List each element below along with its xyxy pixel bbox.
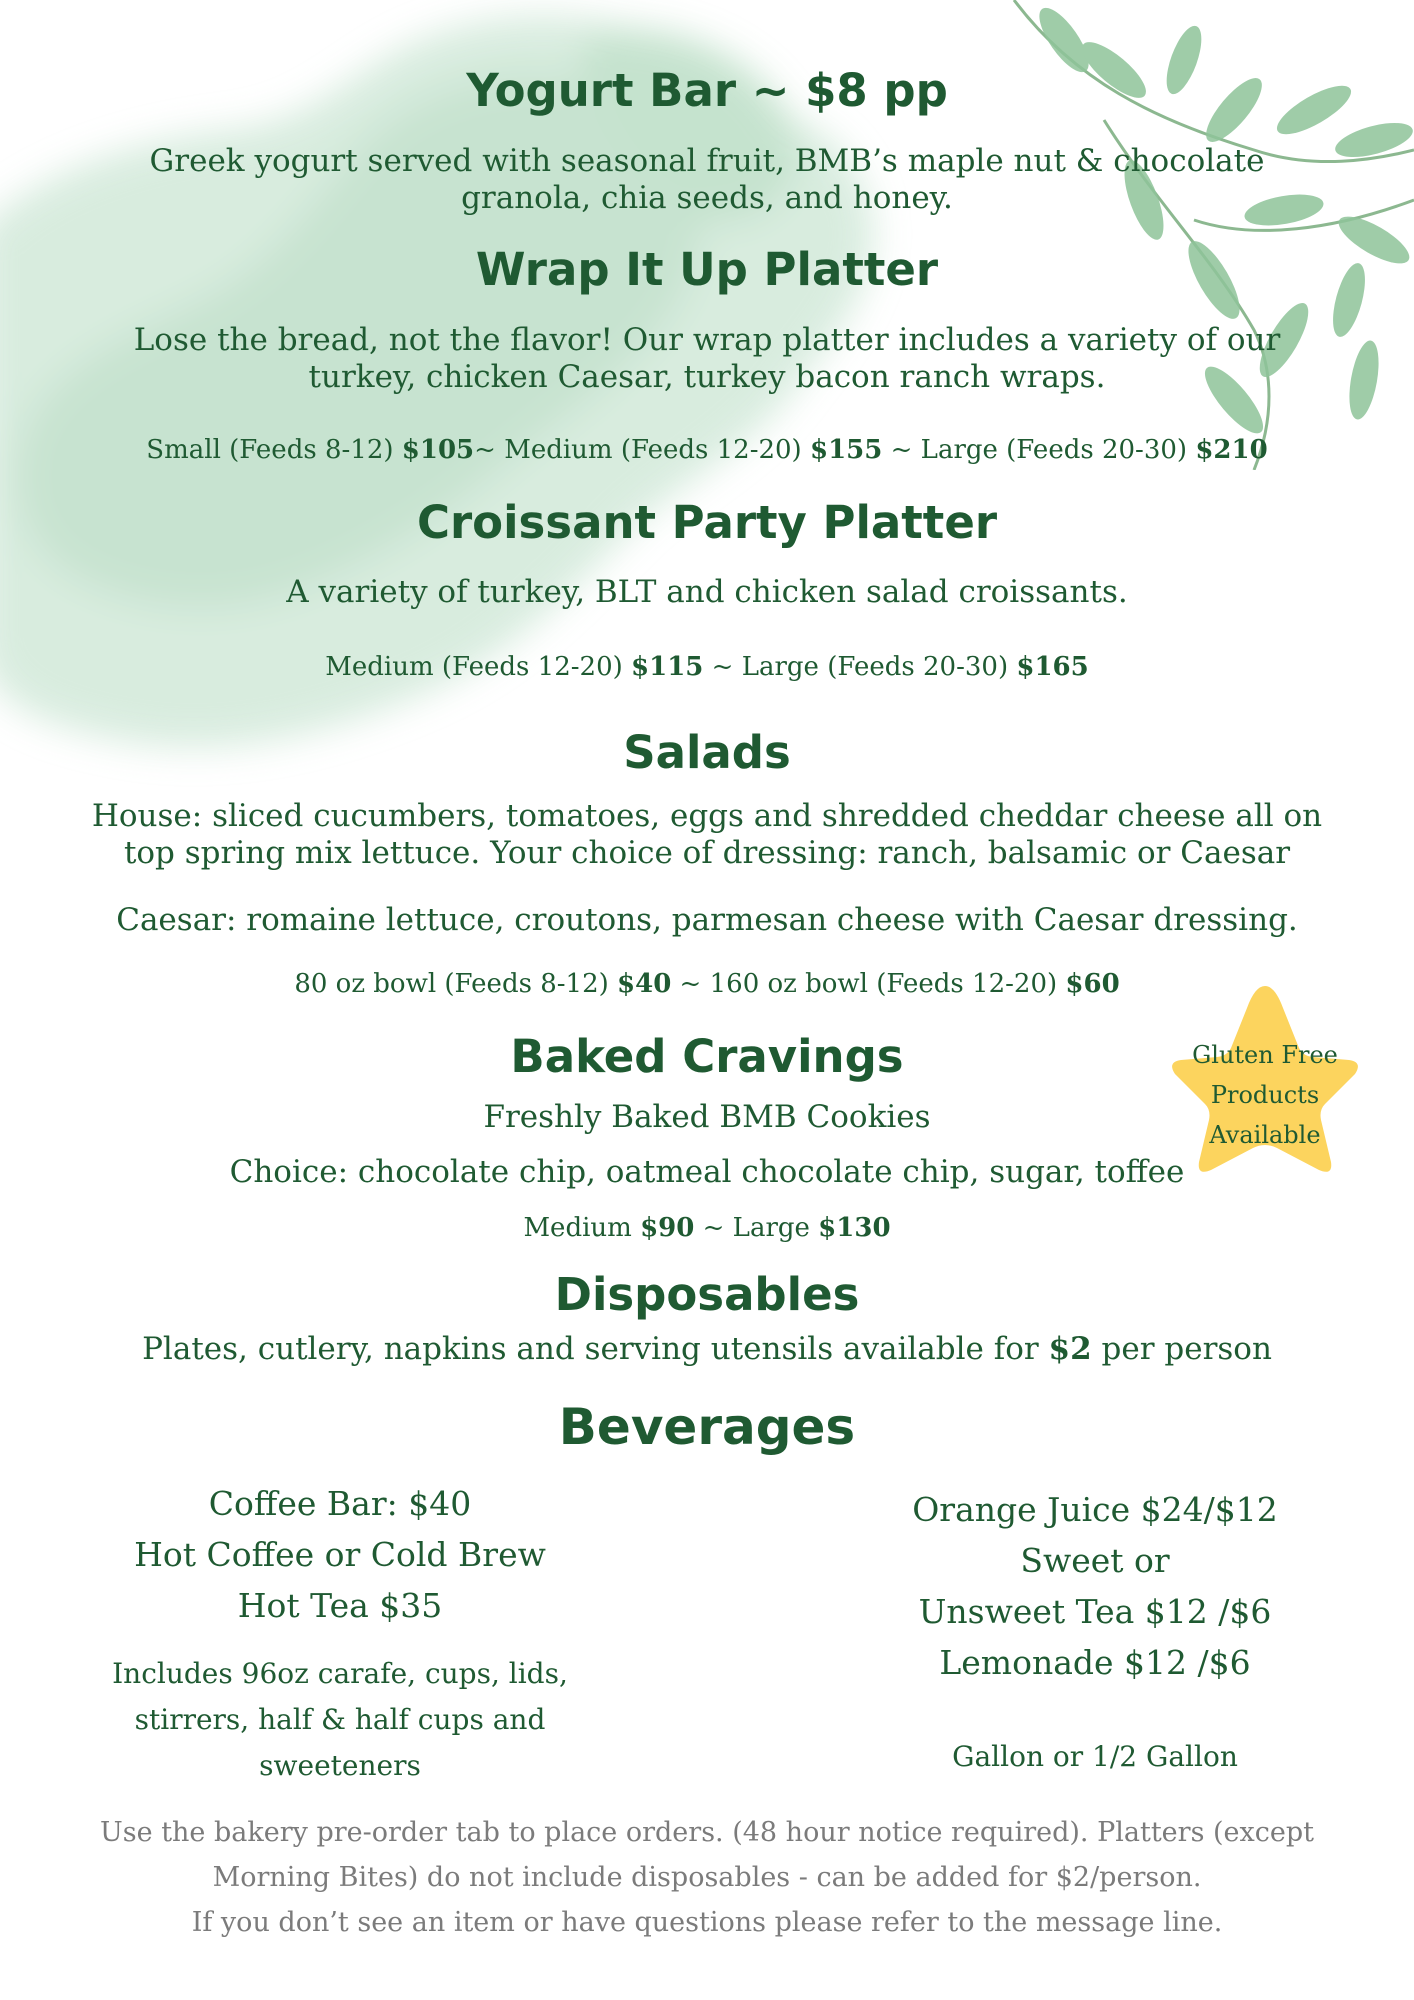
baked-prices xyxy=(0,1212,1414,1244)
salads-house-line2: top spring mix lettuce. Your choice of dressing: ranch, balsamic or Caesar xyxy=(123,835,1291,871)
unsweet-tea: Unsweet Tea $12 /$6 xyxy=(918,1592,1272,1631)
croissant-medium-price: $115 xyxy=(631,652,704,682)
wrap-desc-line1: Lose the bread, not the flavor! Our wrap platter includes a variety of our xyxy=(133,322,1281,358)
coffee-bar: Coffee Bar: $40 xyxy=(208,1484,472,1523)
gallon-note: Gallon or 1/2 Gallon xyxy=(952,1740,1238,1773)
salads-bowl80-price: $40 xyxy=(617,969,672,999)
wrap-small-price: $105 xyxy=(401,435,475,465)
beverages-left-column xyxy=(80,1478,600,1789)
disposables-title: Disposables xyxy=(554,1268,860,1321)
beverages-right-column xyxy=(830,1484,1360,1780)
salads-bowl80-label: 80 oz bowl (Feeds 8-12) xyxy=(294,969,618,999)
footer-line2: Morning Bites) do not include disposables - can be added for $2/person. xyxy=(212,1862,1202,1893)
disposables-desc xyxy=(0,1331,1414,1368)
salads-bowl160-price: $60 xyxy=(1065,969,1120,999)
orange-juice: Orange Juice $24/$12 xyxy=(912,1490,1278,1529)
yogurt-desc-line2: granola, chia seeds, and honey. xyxy=(461,180,953,216)
salads-caesar: Caesar: romaine lettuce, croutons, parmesan cheese with Caesar dressing. xyxy=(116,902,1298,938)
sweet-tea: Sweet or xyxy=(1020,1541,1170,1580)
baked-medium-label: Medium xyxy=(523,1213,641,1243)
beverages-title: Beverages xyxy=(558,1398,856,1456)
croissant-desc: A variety of turkey, BLT and chicken salad croissants. xyxy=(286,574,1128,610)
coffee-note-line3: sweeteners xyxy=(259,1749,421,1782)
wrap-prices xyxy=(0,434,1414,466)
croissant-large-label: ~ Large (Feeds 20-30) xyxy=(703,652,1017,682)
hot-coffee: Hot Coffee or Cold Brew xyxy=(134,1535,546,1574)
baked-title: Baked Cravings xyxy=(510,1030,904,1083)
coffee-note-line2: stirrers, half & half cups and xyxy=(134,1703,546,1736)
salads-bowl160-label: ~ 160 oz bowl (Feeds 12-20) xyxy=(671,969,1066,999)
hot-tea: Hot Tea $35 xyxy=(237,1586,443,1625)
footer-note xyxy=(40,1810,1374,1945)
yogurt-title: Yogurt Bar ~ $8 pp xyxy=(466,64,948,117)
badge-line2: Products xyxy=(1210,1081,1320,1109)
wrap-large-label: ~ Large (Feeds 20-30) xyxy=(882,435,1196,465)
salads-house-line1: House: sliced cucumbers, tomatoes, eggs and shredded cheddar cheese all on xyxy=(91,798,1323,834)
footer-line3: If you don’t see an item or have questions please refer to the message line. xyxy=(191,1907,1223,1938)
wrap-small-label: Small (Feeds 8-12) xyxy=(146,435,402,465)
baked-line2: Choice: chocolate chip, oatmeal chocolate chip, sugar, toffee xyxy=(229,1154,1185,1190)
badge-line1: Gluten Free xyxy=(1192,1041,1338,1069)
badge-line3: Available xyxy=(1209,1121,1321,1149)
salads-title: Salads xyxy=(623,726,791,779)
wrap-desc-line2: turkey, chicken Caesar, turkey bacon ranch wraps. xyxy=(308,359,1106,395)
baked-line1: Freshly Baked BMB Cookies xyxy=(483,1099,931,1135)
croissant-large-price: $165 xyxy=(1016,652,1089,682)
coffee-note-line1: Includes 96oz carafe, cups, lids, xyxy=(112,1657,568,1690)
disposables-price: $2 xyxy=(1048,1331,1092,1367)
wrap-large-price: $210 xyxy=(1195,435,1268,465)
baked-large-price: $130 xyxy=(818,1213,891,1243)
yogurt-section xyxy=(0,64,1414,117)
croissant-medium-label: Medium (Feeds 12-20) xyxy=(325,652,632,682)
gluten-free-text xyxy=(1165,1035,1365,1155)
wrap-title: Wrap It Up Platter xyxy=(475,243,939,296)
wrap-medium-price: $155 xyxy=(809,435,883,465)
wrap-medium-label: ~ Medium (Feeds 12-20) xyxy=(474,435,810,465)
baked-large-label: ~ Large xyxy=(694,1213,819,1243)
footer-line1: Use the bakery pre-order tab to place orders. (48 hour notice required). Platters (except xyxy=(100,1817,1314,1848)
baked-medium-price: $90 xyxy=(640,1213,695,1243)
disposables-post: per person xyxy=(1091,1331,1272,1367)
croissant-title: Croissant Party Platter xyxy=(416,496,998,549)
croissant-prices xyxy=(0,651,1414,683)
disposables-pre: Plates, cutlery, napkins and serving utensils available for xyxy=(142,1331,1049,1367)
lemonade: Lemonade $12 /$6 xyxy=(939,1643,1251,1682)
yogurt-desc-line1: Greek yogurt served with seasonal fruit, BMB’s maple nut & chocolate xyxy=(149,143,1265,179)
